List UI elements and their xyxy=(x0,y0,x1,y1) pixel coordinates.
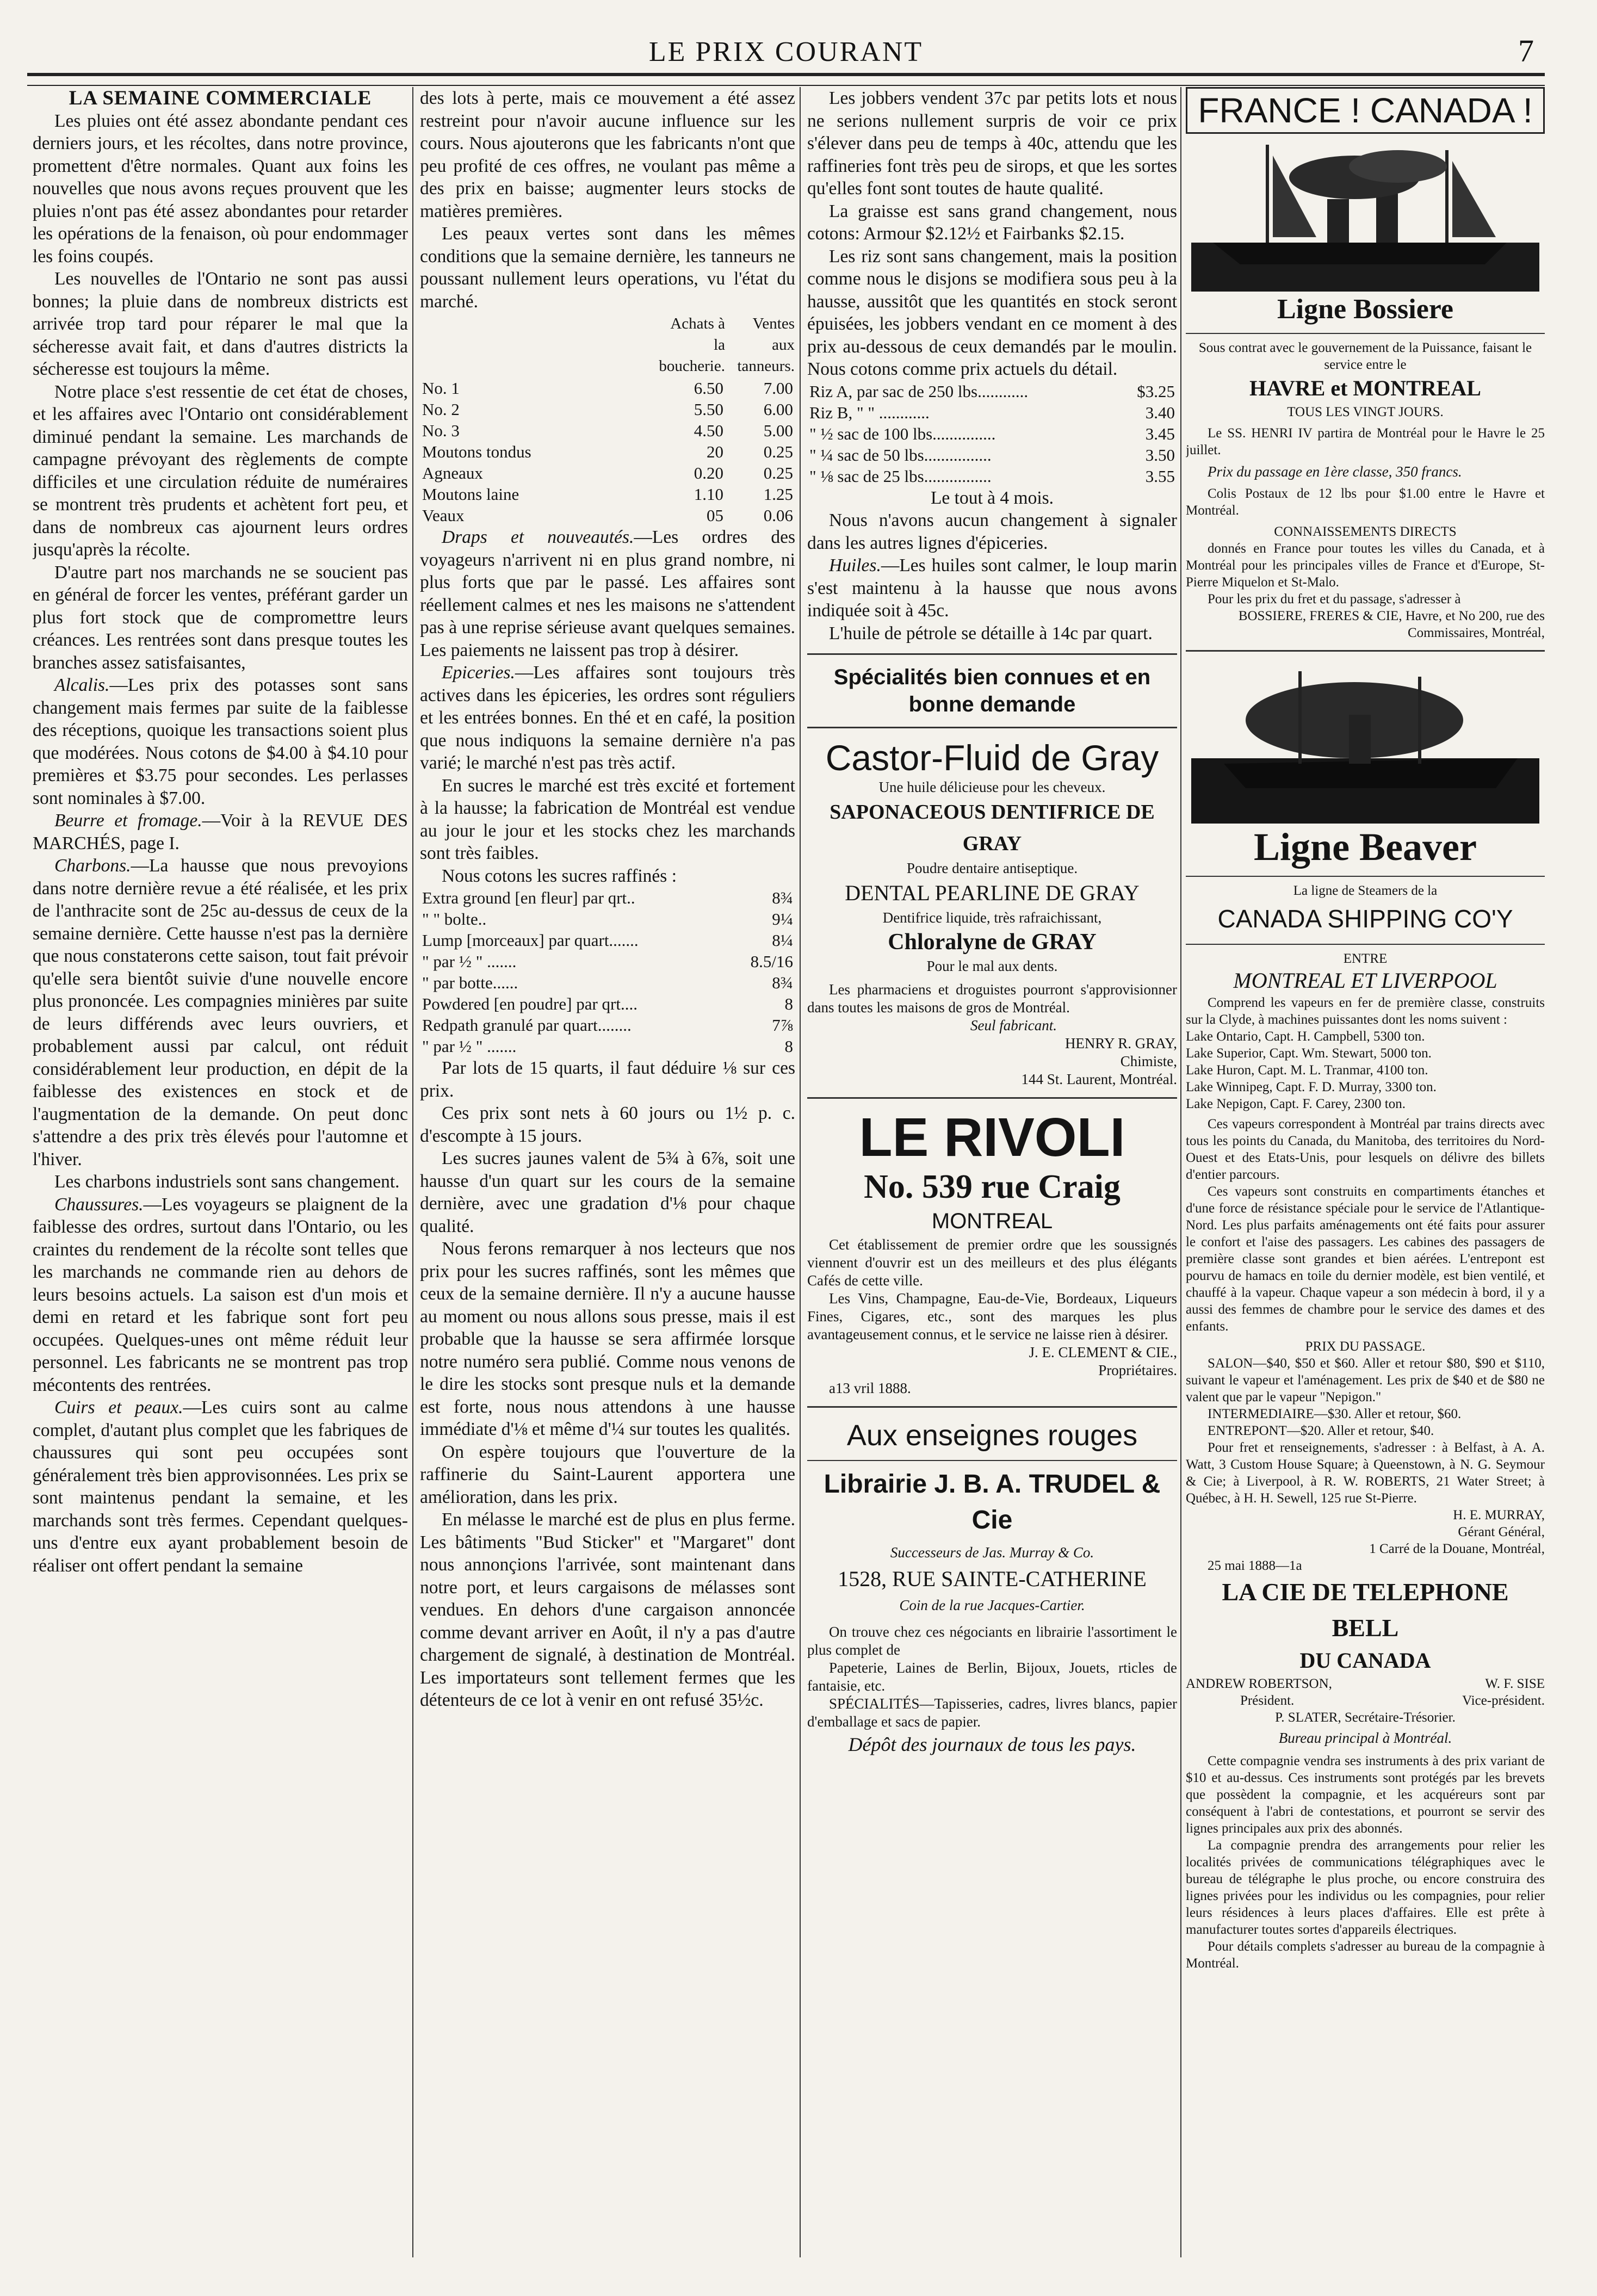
paragraph-text: —Les voyageurs se plaignent de la faiblesse des ordres, surtout dans l'Ontario, ou les craintes du rendement de la récolte sont telles que les marchands ne commande rien au dehors de leurs besoins actuels. La saison est d'un mois et demi en retard et les fabrique sont fort peu occupées. Quelques-unes ont même réduit leur personnel. Les fabricants ne se montrent pas trop mécontents des rentrées. xyxy=(33,1194,408,1395)
table-cell: 8¾ xyxy=(772,973,793,992)
paragraph-text: —Les huiles sont calmer, le loup marin s'est maintenu à la hausse que nous avons indiquée soit à 45c. xyxy=(807,555,1177,621)
ad-text: J. E. CLEMENT & CIE., xyxy=(1029,1344,1177,1360)
paragraph: On espère toujours que l'ouverture de la raffinerie du Saint-Laurent apportera une amélioration, dans les prix. xyxy=(420,1441,795,1507)
paragraph-cuirs xyxy=(33,1396,408,1577)
hides-price-table xyxy=(420,313,795,526)
ad-text: Seul fabricant. xyxy=(970,1017,1057,1033)
table-row xyxy=(420,484,795,505)
table-row xyxy=(420,951,795,972)
subsection-label: Beurre et fromage. xyxy=(54,810,202,831)
divider xyxy=(807,1460,1177,1461)
table-cell: 3.50 xyxy=(1145,445,1175,465)
officer-title: Président. xyxy=(1240,1693,1295,1708)
paragraph-text: —Les affaires sont toujours très actives dans les épiceries, les ordres sont réguliers et les entrées bonnes. En thé et en café, la position que nous indiquons la semaine dernière n'a pas varié; le marché n'est pas très actif. xyxy=(420,663,795,773)
subsection-label: Cuirs et peaux. xyxy=(54,1397,183,1418)
table-row xyxy=(807,381,1177,402)
table-cell: 3.55 xyxy=(1145,466,1175,486)
table-cell: Veaux xyxy=(422,506,465,525)
table-cell: 0.20 xyxy=(694,463,723,482)
ad-text: INTERMEDIAIRE—$30. Aller et retour, $60. xyxy=(1208,1407,1462,1421)
divider xyxy=(1186,944,1545,945)
ad-text: Ces vapeurs correspondent à Montréal par trains directs avec tous les points du Canada, du Manitoba, des territoires du Nord-Ouest et des Etats-Unis, pour lesquels on délivre des billets d'entier parcours. xyxy=(1186,1117,1545,1182)
table-cell: $3.25 xyxy=(1137,381,1175,401)
column-divider xyxy=(1180,87,1181,2257)
paragraph-chaussures xyxy=(33,1193,408,1397)
table-cell: Lump [morceaux] par quart....... xyxy=(422,931,639,950)
table-row xyxy=(420,505,795,526)
ad-castor-fluid: Castor-Fluid de Gray xyxy=(825,738,1159,778)
table-row xyxy=(420,993,795,1014)
newspaper-title: LE PRIX COURANT xyxy=(648,36,924,67)
sugar-price-table xyxy=(420,887,795,1057)
subsection-label: Huiles. xyxy=(829,555,881,575)
subsection-label: Epiceries. xyxy=(442,663,515,683)
ad-text: SALON—$40, $50 et $60. Aller et retour $80, $90 et $110, suivant le vapeur et l'aménagement. Les prix de $40 et de $80 ne valent que par le vapeur "Nepigon." xyxy=(1186,1356,1545,1404)
table-row xyxy=(807,402,1177,423)
ad-text: SPÉCIALITÉS—Tapisseries, cadres, livres blancs, papier d'emballage et sacs de papier. xyxy=(807,1695,1177,1730)
table-cell: 1.10 xyxy=(694,485,723,504)
ad-text: On trouve chez ces négociants en librairie l'assortiment le plus complet de xyxy=(807,1624,1177,1658)
ad-text: Gérant Général, xyxy=(1458,1525,1545,1539)
paragraph: Nous ferons remarquer à nos lecteurs que nos prix pour les sucres raffinés, sont les mêmes que ceux de la semaine dernière. Il n'y a aucune hausse au moment ou nous allons sous presse, mais il est probable que la hausse se sera affirmée lorsque notre numéro sera publié. Comme nous venons de le dire les stocks sont presque nuls et la demande est forte, nous nous attendons à une hausse immédiate d'⅛ et même d'¼ sur toutes les qualités. xyxy=(420,1239,795,1439)
ad-text: Comprend les vapeurs en fer de première classe, construits sur la Clyde, à machines puissantes dont les noms suivent : xyxy=(1186,995,1545,1027)
table-cell: Extra ground [en fleur] par qrt.. xyxy=(422,888,635,907)
ad-text: Les Vins, Champagne, Eau-de-Vie, Bordeaux, Liqueurs Fines, Cigares, etc., sont des marques les plus avantageusement connus, et le service ne laisse rien à désirer. xyxy=(807,1290,1177,1342)
paragraph: Les jobbers vendent 37c par petits lots et nous ne serions nullement surpris de voir ce prix s'élever dans peu de temps à 40c, attendu que les raffineries font très peu de sirops, et que les sortes qu'elles font sont toutes de haute qualité. xyxy=(807,88,1177,199)
table-cell: " par ½ " ....... xyxy=(422,952,517,971)
paragraph-epiceries xyxy=(420,661,795,775)
masthead-rule xyxy=(27,73,1545,76)
table-cell: Redpath granulé par quart........ xyxy=(422,1016,632,1035)
ad-dental-pearline: DENTAL PEARLINE DE GRAY xyxy=(845,881,1140,905)
table-cell: 6.00 xyxy=(763,400,793,419)
paragraph-text: —Voir à la REVUE DES MARCHÉS, page I. xyxy=(33,810,408,853)
ship-list-item: Lake Superior, Capt. Wm. Stewart, 5000 ton. xyxy=(1186,1046,1432,1061)
ad-text: Colis Postaux de 12 lbs pour $1.00 entre le Havre et Montréal. xyxy=(1186,486,1545,518)
table-cell: Agneaux xyxy=(422,463,483,482)
ad-text: Une huile délicieuse pour les cheveux. xyxy=(878,779,1106,795)
table-row xyxy=(420,930,795,951)
table-cell: " par ½ " ....... xyxy=(422,1037,517,1056)
table-row xyxy=(420,887,795,908)
divider xyxy=(1186,876,1545,877)
table-row xyxy=(420,972,795,993)
ad-trudel-title: Librairie J. B. A. TRUDEL & Cie xyxy=(824,1470,1161,1534)
table-cell: Riz B, " " ............ xyxy=(809,403,930,422)
table-row xyxy=(420,399,795,420)
paragraph-text: —Les prix des potasses sont sans changement mais fermes par suite de la faiblesse des réceptions, quoique les transactions soient plus que modérées. Nous cotons de $4.00 à $4.10 pour premières et $3.75 pour secondes. Les perlasses sont nominales à $7.00. xyxy=(33,675,408,808)
officer-name: W. F. SISE xyxy=(1485,1676,1545,1691)
table-header: Achats à la boucherie. xyxy=(659,315,725,375)
table-cell: 20 xyxy=(707,442,723,461)
ad-text: ENTRE xyxy=(1343,951,1388,966)
ship-list-item: Lake Huron, Capt. M. L. Tranmar, 4100 ton. xyxy=(1186,1063,1428,1078)
ad-text xyxy=(1186,1675,1332,1709)
ad-rivoli-city: MONTREAL xyxy=(931,1209,1053,1233)
ad-rivoli-title: LE RIVOLI xyxy=(859,1107,1125,1168)
section-heading: LA SEMAINE COMMERCIALE xyxy=(69,87,372,109)
ad-text: Prix du passage en 1ère classe, 350 francs. xyxy=(1208,463,1462,480)
table-cell: 0.06 xyxy=(763,506,793,525)
officer-name: ANDREW ROBERTSON, xyxy=(1186,1676,1332,1691)
paragraph-text: —Les cuirs sont au calme complet, d'autant plus complet que les fabriques de chaussures qui sont peu occupées sont généralement très bien approvisonnées. Les prix se sont maintenus pendant la semaine, et les marchands sont très fermes. Cependant quelques-uns d'entre eux ayant probablement besoin de réaliser ont offert pendant la semaine xyxy=(33,1397,408,1576)
ad-text: Dépôt des journaux de tous les pays. xyxy=(848,1734,1136,1755)
table-row xyxy=(420,441,795,462)
table-cell: 8 xyxy=(784,994,793,1013)
table-cell: " " bolte.. xyxy=(422,909,487,929)
ad-text: Pour le mal aux dents. xyxy=(926,958,1058,974)
table-cell: Powdered [en poudre] par qrt.... xyxy=(422,994,637,1013)
table-row xyxy=(807,444,1177,466)
table-cell: 3.45 xyxy=(1145,424,1175,443)
rice-price-table xyxy=(807,381,1177,487)
paragraph: La graisse est sans grand changement, nous cotons: Armour $2.12½ et Fairbanks $2.15. xyxy=(807,201,1177,244)
table-cell: 5.00 xyxy=(763,421,793,440)
ad-text: BOSSIERE, FRERES & CIE, Havre, et No 200, rue des Commissaires, Montréal, xyxy=(1238,609,1545,640)
column-2 xyxy=(420,87,795,2257)
paragraph-huiles xyxy=(807,554,1177,622)
table-cell: 05 xyxy=(707,506,723,525)
paragraph: L'huile de pétrole se détaille à 14c par quart. xyxy=(829,623,1153,643)
paragraph: Le tout à 4 mois. xyxy=(930,487,1054,508)
paragraph: Les peaux vertes sont dans les mêmes conditions que la semaine dernière, les tanneurs ne poussant nullement leurs operations, vu l'état du marché. xyxy=(420,224,795,312)
ad-text: PRIX DU PASSAGE. xyxy=(1305,1339,1426,1354)
table-cell: 8¾ xyxy=(772,888,793,907)
subsection-label: Charbons. xyxy=(54,856,131,876)
table-cell: 7⅞ xyxy=(772,1016,793,1035)
ad-text xyxy=(1462,1675,1545,1709)
ad-havre-montreal: HAVRE et MONTREAL xyxy=(1249,376,1481,400)
paragraph: Notre place s'est ressentie de cet état de choses, et les affaires avec l'Ontario ont considérablement diminué pendant la semaine. Les marchands de campagne prévoyant des règlements de compte difficiles et une circulation réduite de numéraires se montrent très prudents et achètent fort peu, et dans de nombreux cas ajournent leurs ordres jusqu'après la récolte. xyxy=(33,381,408,560)
ad-montreal-liverpool: MONTREAL ET LIVERPOOL xyxy=(1233,968,1497,993)
paragraph: des lots à perte, mais ce mouvement a été assez restreint pour n'avoir aucune influence sur les cours. Nous ajouterons que les fabricants n'ont que peu profité de ces offres, ne voulant pas même a des prix en baisse; augmenter leurs stocks de matières premières. xyxy=(420,88,795,221)
paragraph: Les nouvelles de l'Ontario ne sont pas aussi bonnes; la pluie dans de nombreux districts est arrivée trop tard pour réparer le mal que la sécheresse avait fait, et dans d'autres districts la sécheresse est toujours la même. xyxy=(33,269,408,379)
officer-title: Vice-président. xyxy=(1462,1693,1545,1708)
ad-text: H. E. MURRAY, xyxy=(1453,1508,1545,1523)
ad-text: Cette compagnie vendra ses instruments à des prix variant de $10 et au-dessus. Ces instruments sont protégés par les brevets que possèdent la compagnie, et les acquéreurs sont par conséquent à l'abri de contestations, et pourront se servir des lignes principales aux prix des abonnés. xyxy=(1186,1754,1545,1836)
divider xyxy=(807,727,1177,728)
table-header: Ventes aux tanneurs. xyxy=(737,315,795,375)
paragraph-draps xyxy=(420,526,795,661)
divider xyxy=(1186,650,1545,652)
table-cell: 1.25 xyxy=(763,485,793,504)
column-divider xyxy=(800,87,801,2257)
divider xyxy=(807,1406,1177,1408)
column-1 xyxy=(33,87,408,2257)
column-4 xyxy=(1186,87,1545,2257)
ad-text: Poudre dentaire antiseptique. xyxy=(906,860,1078,876)
table-row xyxy=(420,420,795,441)
paragraph: Les sucres jaunes valent de 5¾ à 6⅞, soit une hausse d'un quart sur les cours de la semaine dernière, avec une gradation d'⅛ pour chaque qualité. xyxy=(420,1148,795,1236)
ad-text: Papeterie, Laines de Berlin, Bijoux, Jouets, rticles de fantaisie, etc. xyxy=(807,1660,1177,1694)
table-row xyxy=(420,908,795,930)
ad-text: Le SS. HENRI IV partira de Montréal pour le Havre le 25 juillet. xyxy=(1186,426,1545,457)
ad-text: donnés en France pour toutes les villes du Canada, et à Montréal pour les principales villes de France et d'Europe, St-Pierre Miquelon et St-Malo. xyxy=(1186,541,1545,590)
table-cell: No. 1 xyxy=(422,379,460,398)
ad-text: CONNAISSEMENTS DIRECTS xyxy=(1274,524,1457,539)
newspaper-page xyxy=(27,22,1545,2263)
ad-text: Chimiste, xyxy=(1120,1053,1177,1069)
table-cell: 8¼ xyxy=(772,931,793,950)
paragraph: Les charbons industriels sont sans changement. xyxy=(54,1172,400,1192)
table-cell: 8.5/16 xyxy=(750,952,793,971)
ad-canada-shipping: CANADA SHIPPING CO'Y xyxy=(1217,905,1513,933)
table-cell: 4.50 xyxy=(694,421,723,440)
ship-list-item: Lake Winnipeg, Capt. F. D. Murray, 3300 ton. xyxy=(1186,1080,1437,1094)
ad-text: HENRY R. GRAY, xyxy=(1064,1035,1177,1051)
table-row xyxy=(420,377,795,399)
ad-text: P. SLATER, Secrétaire-Trésorier. xyxy=(1275,1710,1456,1725)
ad-text: 1 Carré de la Douane, Montréal, xyxy=(1369,1542,1545,1556)
paragraph: Par lots de 15 quarts, il faut déduire ⅛ sur ces prix. xyxy=(420,1058,795,1101)
ad-text: ENTREPONT—$20. Aller et retour, $40. xyxy=(1208,1424,1434,1438)
ad-enseignes-rouges: Aux enseignes rouges xyxy=(846,1419,1138,1452)
divider xyxy=(1186,333,1545,334)
ad-ligne-beaver: Ligne Beaver xyxy=(1254,825,1477,869)
paragraph-text: —La hausse que nous prevoyions dans notre dernière revue a été réalisée, et les prix de l'anthracite sont de 25c au-dessus de ceux de la semaine dernière. Cette hausse n'est pas la dernière que nous constaterons cette saison, tout fait prévoir qu'elle sera bientôt suivie d'une nouvelle encore plus prononcée. Les compagnies minières par suite de leurs différends avec leurs ouvriers, et probablement aussi par calcul, ont réduit considérablement leur production, en dépit de la faiblesse des existences en stock et de l'augmentation de la demande. On peut donc s'attendre a des prix très élevés pour l'automne et l'hiver. xyxy=(33,856,408,1169)
ad-chloralyne: Chloralyne de GRAY xyxy=(888,930,1097,955)
table-cell: " ¼ sac de 50 lbs................ xyxy=(809,445,992,465)
subsection-label: Alcalis. xyxy=(54,675,110,695)
ad-bell-canada: DU CANADA xyxy=(1299,1648,1431,1673)
ad-saponaceous: SAPONACEOUS DENTIFRICE DE GRAY xyxy=(830,801,1155,855)
table-cell: 7.00 xyxy=(763,379,793,398)
ad-trudel-address: 1528, RUE SAINTE-CATHERINE xyxy=(838,1567,1147,1591)
ad-heading: Spécialités bien connues et en bonne demande xyxy=(833,665,1151,716)
ad-france-canada: FRANCE ! CANADA ! xyxy=(1186,87,1545,134)
ad-text: Successeurs de Jas. Murray & Co. xyxy=(890,1544,1094,1561)
ad-text: Cet établissement de premier ordre que les soussignés viennent d'ouvrir est un des meilleurs et des plus élégants Cafés de cette ville. xyxy=(807,1236,1177,1289)
table-row xyxy=(420,1036,795,1057)
paragraph: Ces prix sont nets à 60 jours ou 1½ p. c. d'escompte à 15 jours. xyxy=(420,1103,795,1146)
steamship-illustration-icon xyxy=(1191,660,1539,824)
paragraph-alcalis xyxy=(33,674,408,809)
ad-text: Pour fret et renseignements, s'adresser : à Belfast, à A. A. Watt, 3 Custom House Square; à Queenstown, à N. G. Seymour & Cie; à Liverpool, à R. W. ROBERTS, 21 Water Street; à Québec, à H. H. Sewell, 125 rue St-Pierre. xyxy=(1186,1440,1545,1506)
table-cell: 0.25 xyxy=(763,442,793,461)
table-cell: " ½ sac de 100 lbs............... xyxy=(809,424,996,443)
column-divider xyxy=(412,87,413,2257)
table-cell: 9¼ xyxy=(772,909,793,929)
ad-rivoli-address: No. 539 rue Craig xyxy=(864,1168,1121,1205)
ad-text: Sous contrat avec le gouvernement de la Puissance, faisant le service entre le xyxy=(1198,341,1532,372)
table-cell: 8 xyxy=(784,1037,793,1056)
ad-text: a13 vril 1888. xyxy=(829,1380,911,1396)
masthead-rule-thin xyxy=(27,85,1545,86)
subsection-label: Draps et nouveautés. xyxy=(442,527,634,547)
ad-text: Bureau principal à Montréal. xyxy=(1278,1730,1452,1746)
table-cell: 6.50 xyxy=(694,379,723,398)
table-row xyxy=(807,466,1177,487)
paragraph-beurre xyxy=(33,809,408,855)
table-row xyxy=(420,1014,795,1036)
table-cell: " par botte...... xyxy=(422,973,518,992)
subsection-label: Chaussures. xyxy=(54,1194,144,1215)
paragraph: Nous cotons les sucres raffinés : xyxy=(442,865,677,886)
table-cell: Moutons tondus xyxy=(422,442,531,461)
table-cell: Moutons laine xyxy=(422,485,519,504)
ad-text: TOUS LES VINGT JOURS. xyxy=(1287,405,1444,419)
ad-ligne-bossiere: Ligne Bossiere xyxy=(1277,294,1454,325)
table-cell: 0.25 xyxy=(763,463,793,482)
paragraph: Les pluies ont été assez abondante pendant ces derniers jours, et les récoltes, dans notre province, promettent d'être normales. Quant aux foins les nouvelles que nous avons reçues prouvent que les pluies n'ont pas été assez abondantes pour retarder les opérations de la fenaison, où pour endommager les foins coupés. xyxy=(33,110,408,267)
ad-text: Ces vapeurs sont construits en compartiments étanches et d'une force de résistance spéciale pour le service de l'Atlantique-Nord. Les plus parfaits aménagements ont été faits pour assurer le confort et l'aise des passagers. Les cabines des passagers de première classe sont grandes et bien aérées. L'entrepont est pourvu de hamacs en toile du dernier modèle, est bien ventilé, et chauffé à la vapeur. Chaque vapeur a son médecin à bord, il y a aussi des femmes de chambre pour le service des dames et des enfants. xyxy=(1186,1184,1545,1334)
divider xyxy=(807,1097,1177,1099)
ad-text: 144 St. Laurent, Montréal. xyxy=(1021,1071,1177,1087)
ad-text: Pour détails complets s'adresser au bureau de la compagnie à Montréal. xyxy=(1186,1939,1545,1971)
paragraph-charbons xyxy=(33,855,408,1171)
ship-list-item: Lake Ontario, Capt. H. Campbell, 5300 ton. xyxy=(1186,1029,1425,1044)
ad-text: Les pharmaciens et droguistes pourront s'approvisionner dans toutes les maisons de gros de Montréal. xyxy=(807,981,1177,1016)
page-number: 7 xyxy=(1518,33,1534,69)
ad-text: Coin de la rue Jacques-Cartier. xyxy=(899,1597,1085,1613)
paragraph-text: —Les ordres des voyageurs n'arrivent ni en plus grand nombre, ni plus forts que par le passé. Les affaires sont réellement calmes et nes les maisons ne s'attendent pas à une reprise sérieuse avant quelques semaines. Les paiements ne laissent pas trop à désirer. xyxy=(420,527,795,660)
ship-list-item: Lake Nepigon, Capt. F. Carey, 2300 ton. xyxy=(1186,1097,1406,1111)
ad-text: Dentifrice liquide, très rafraichissant, xyxy=(882,909,1102,926)
paragraph: En sucres le marché est très excité et fortement à la hausse; la fabrication de Montréal est vendue au jour le jour et les stocks chez les marchands sont très faibles. xyxy=(420,775,795,863)
paragraph: Nous n'avons aucun changement à signaler dans les autres lignes d'épiceries. xyxy=(807,510,1177,553)
ad-bell-telephone: LA CIE DE TELEPHONE BELL xyxy=(1222,1578,1509,1642)
ad-text: 25 mai 1888—1a xyxy=(1208,1558,1302,1573)
table-cell: No. 3 xyxy=(422,421,460,440)
steamship-illustration-icon xyxy=(1191,134,1539,292)
ad-text: Propriétaires. xyxy=(1098,1362,1177,1378)
paragraph: D'autre part nos marchands ne se soucient pas en général de forcer les ventes, préférant garder un plus fort stock que de compromettre leurs créances. Les rentrées sont dans presque toutes les branches assez satisfaisantes, xyxy=(33,562,408,673)
table-cell: " ⅛ sac de 25 lbs................ xyxy=(809,466,992,486)
column-3 xyxy=(807,87,1177,2257)
masthead xyxy=(27,22,1545,82)
table-cell: 3.40 xyxy=(1145,403,1175,422)
divider xyxy=(807,653,1177,655)
ad-text: La ligne de Steamers de la xyxy=(1293,883,1438,898)
table-cell: No. 2 xyxy=(422,400,460,419)
bell-officers-row xyxy=(1186,1675,1545,1709)
ad-text: Pour les prix du fret et du passage, s'adresser à xyxy=(1208,592,1461,607)
table-cell: 5.50 xyxy=(694,400,723,419)
paragraph: En mélasse le marché est de plus en plus ferme. Les bâtiments "Bud Sticker" et "Margaret" dont nous annonçions l'arrivée, sont maintenant dans notre port, et leurs cargaisons de mélasses sont vendues. En dehors d'une cargaison annoncée comme devant arriver en Août, il n'y a pas d'autre chargement de signalé, à destination de Montréal. Les importateurs sont tellement fermes que les détenteurs de ce lot à venir en ont refusé 35½c. xyxy=(420,1509,795,1710)
table-row xyxy=(807,423,1177,444)
paragraph: Les riz sont sans changement, mais la position comme nous le disjons se modifiera sous peu à la hausse, aussitôt que les quantités en stock seront épuisées, les jobbers vendant en ce moment à des prix au-dessous de ceux demandés par le moulin. Nous cotons comme prix actuels du détail. xyxy=(807,246,1177,379)
ad-text: La compagnie prendra des arrangements pour relier les localités privées de communications télégraphiques avec le bureau de télégraphe le plus proche, ou encore construira des lignes privées pour les individus ou les compagnies, pour relier leurs résidences à leurs places d'affaires. Elle est prête à manufacturer toutes sortes d'appareils électriques. xyxy=(1186,1838,1545,1937)
table-cell: Riz A, par sac de 250 lbs............ xyxy=(809,381,1029,401)
table-row xyxy=(420,462,795,484)
